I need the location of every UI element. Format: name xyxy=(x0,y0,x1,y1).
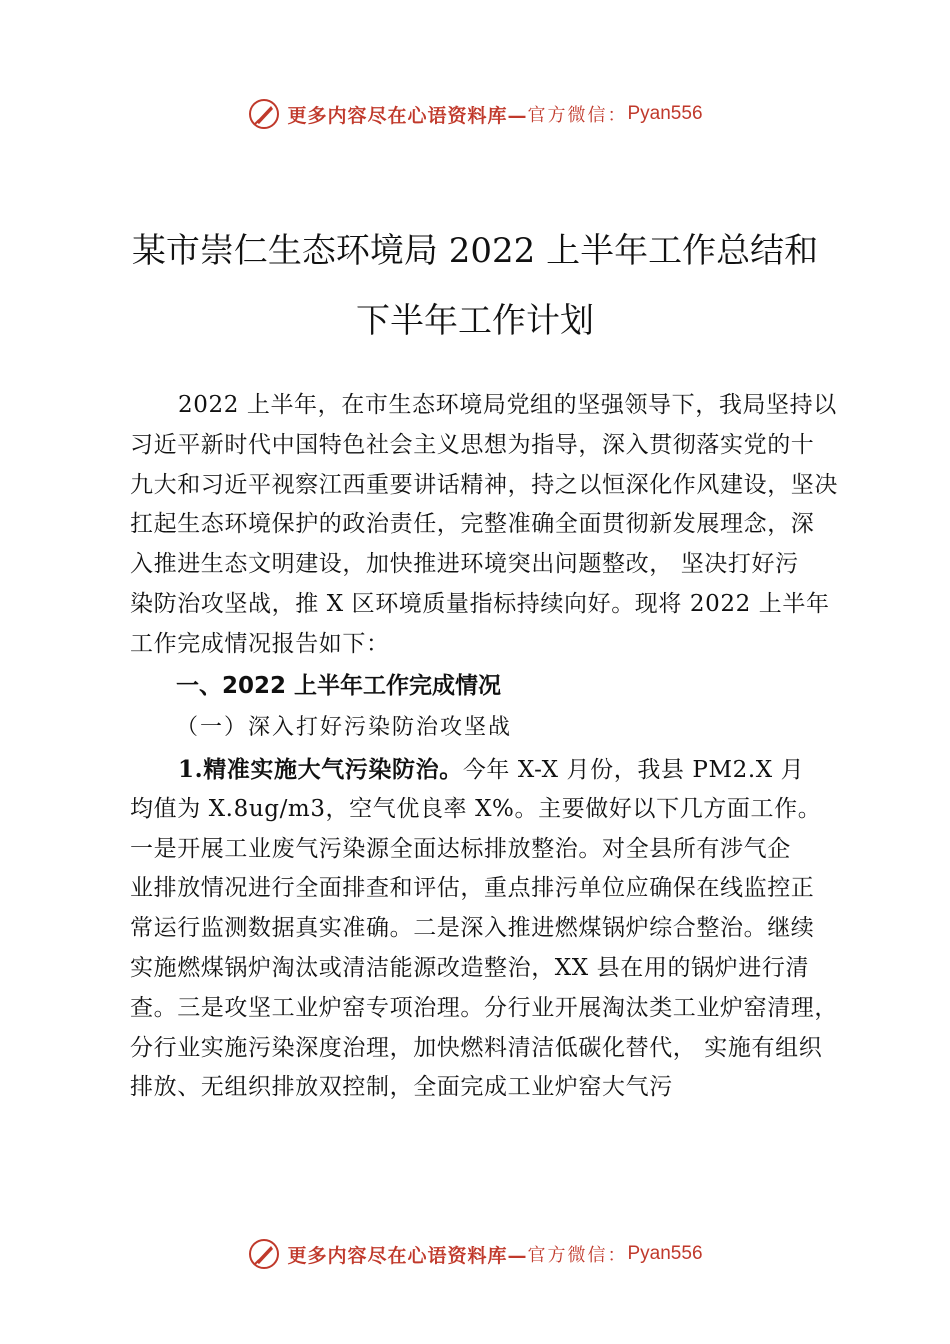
item1-line: 业排放情况进行全面排查和评估，重点排污单位应确保在线监控正 xyxy=(130,875,815,902)
intro-line: 入推进生态文明建设，加快推进环境突出问题整改， 坚决打好污 xyxy=(130,551,799,578)
intro-line: 工作完成情况报告如下： xyxy=(130,630,390,657)
item1-paragraph xyxy=(130,750,845,1108)
item1-line: 均值为 X.8ug/m3，空气优良率 X%。主要做好以下几方面工作。 xyxy=(130,795,822,822)
intro-paragraph xyxy=(130,386,845,665)
intro-line: 扛起生态环境保护的政治责任，完整准确全面贯彻新发展理念，深 xyxy=(130,511,815,538)
item1-line: 排放、无组织排放双控制，全面完成工业炉窑大气污 xyxy=(130,1074,673,1101)
subsection-heading-1: （一）深入打好污染防治攻坚战 xyxy=(176,715,513,740)
intro-line: 九大和习近平视察江西重要讲话精神，持之以恒深化作风建设，坚决 xyxy=(130,471,838,498)
banner-text: 更多内容尽在心语资料库— xyxy=(287,1244,528,1267)
item1-line: 常运行监测数据真实准确。二是深入推进燃煤锅炉综合整治。继续 xyxy=(130,915,815,942)
item1-line: 实施燃煤锅炉淘汰或清洁能源改造整治，XX 县在用的锅炉进行清 xyxy=(130,954,810,981)
quill-logo-icon xyxy=(247,1237,281,1271)
banner-wechat-label: 官方微信： xyxy=(527,1245,628,1266)
page-title-line2: 下半年工作计划 xyxy=(356,301,594,341)
quill-logo-icon xyxy=(247,97,281,131)
item1-first-line xyxy=(130,750,845,790)
item1-line: 查。三是攻坚工业炉窑专项治理。分行业开展淘汰类工业炉窑清理， xyxy=(130,994,838,1021)
banner-text: 更多内容尽在心语资料库— xyxy=(287,104,528,127)
intro-line: 2022 上半年，在市生态环境局党组的坚强领导下，我局坚持以 xyxy=(178,392,837,418)
intro-line: 染防治攻坚战，推 X 区环境质量指标持续向好。现将 2022 上半年 xyxy=(130,590,830,617)
banner-wechat-id: Pyan556 xyxy=(627,103,703,124)
item1-line: 一是开展工业废气污染源全面达标排放整治。对全县所有涉气企 xyxy=(130,835,791,862)
banner-wechat-label: 官方微信： xyxy=(527,105,628,126)
item1-line: 分行业实施污染深度治理，加快燃料清洁低碳化替代， 实施有组织 xyxy=(130,1034,823,1061)
banner-wechat-id: Pyan556 xyxy=(627,1243,703,1264)
header-banner xyxy=(0,94,950,134)
footer-banner xyxy=(0,1234,950,1274)
item1-first-line-text: 今年 X-X 月份，我县 PM2.X 月 xyxy=(462,757,805,783)
page-title-line1: 某市崇仁生态环境局 2022 上半年工作总结和 xyxy=(131,231,819,271)
item1-heading: 1.精准实施大气污染防治。 xyxy=(178,756,463,783)
intro-line: 习近平新时代中国特色社会主义思想为指导，深入贯彻落实党的十 xyxy=(130,431,815,458)
section-heading-1: 一、2022 上半年工作完成情况 xyxy=(176,673,502,699)
